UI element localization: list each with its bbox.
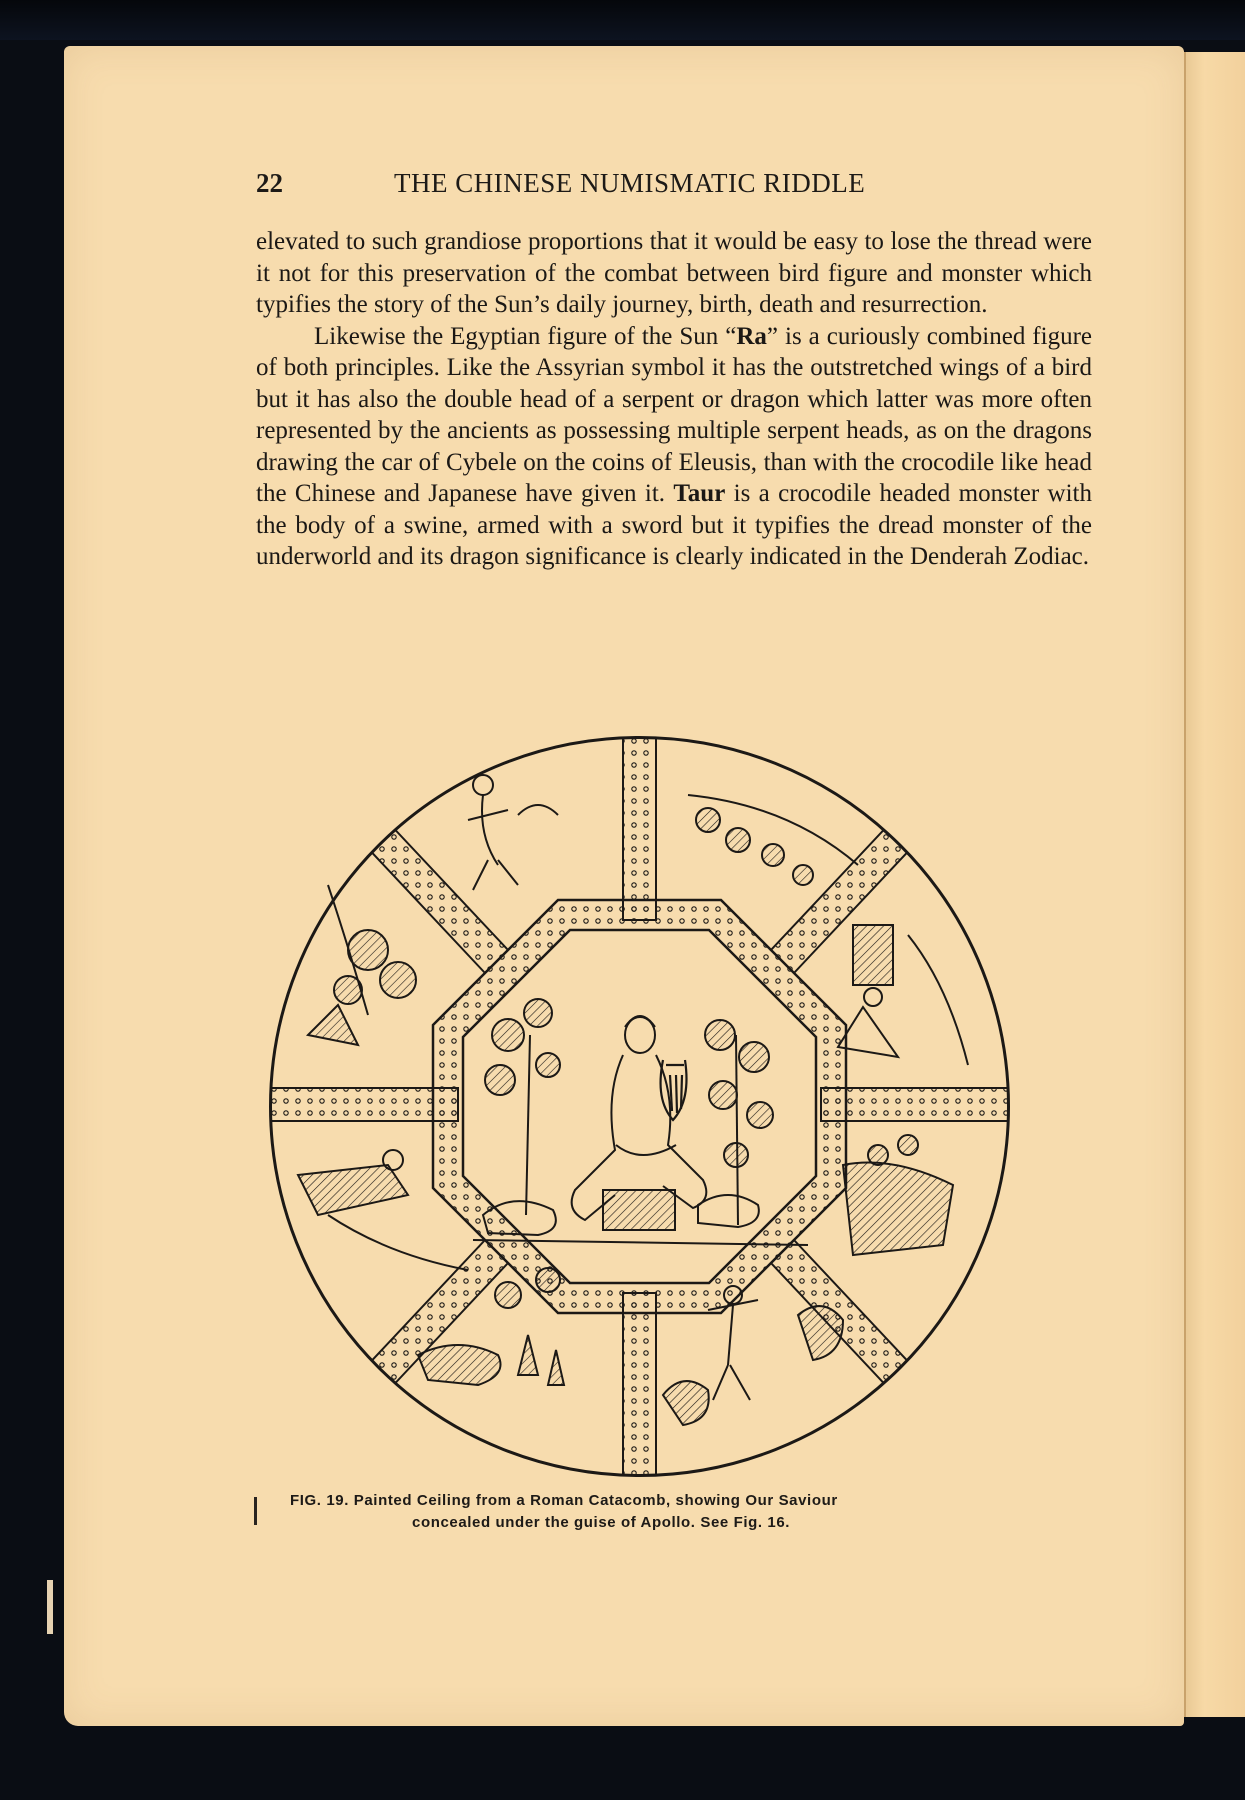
paragraph-1: elevated to such grandiose proportions that it would be easy to lose the thread were it not for this preservation of the combat between bird figure and monster which typifies the story of the Sun’s daily journey, birth, death and resurrection. — [256, 228, 1092, 318]
figure-caption — [290, 1490, 1060, 1534]
paragraph-2-start: Likewise the Egyptian figure of the Sun “ — [314, 322, 737, 350]
paragraph-2-end: is a crocodile headed monster with the body of a swine, armed with a sword but it typifies the dread monster of the underworld and its dragon significance is clearly indicated in the Denderah Zodiac. — [256, 480, 1092, 570]
running-title: THE CHINESE NUMISMATIC RIDDLE — [394, 168, 866, 198]
border-band-right — [821, 1088, 1011, 1121]
caption-line-1: FIG. 19. Painted Ceiling from a Roman Catacomb, showing Our Saviour — [290, 1492, 838, 1509]
catacomb-ceiling-engraving — [268, 735, 1011, 1478]
margin-mark — [254, 1497, 257, 1525]
paragraph-2-middle: ” is a curiously combined figure of both principles. Like the Assyrian symbol it has the outstretched wings of a bird but it has also the double head of a serpent or dragon which latter was more often represented by the ancients as possessing multiple serpent heads, as on the dragons drawing the car of Cybele on the coins of Eleusis, than with the crocodile like head the Chinese and Japanese have given it. — [256, 322, 1093, 507]
page-header — [256, 168, 956, 208]
figure-19-illustration — [268, 735, 1011, 1478]
border-band-top — [623, 735, 656, 920]
scan-backdrop — [0, 0, 1245, 40]
term-ra: Ra — [736, 322, 767, 350]
binding-mark — [47, 1580, 53, 1634]
term-taur: Taur — [673, 480, 726, 507]
facing-page-edge — [1184, 52, 1245, 1717]
paragraph-2 — [256, 321, 1092, 573]
body-text — [256, 226, 1092, 573]
border-band-bottom — [623, 1293, 656, 1478]
page-number: 22 — [256, 168, 283, 198]
border-band-left — [268, 1088, 458, 1121]
caption-line-2: concealed under the guise of Apollo. See Fig. 16. — [412, 1514, 791, 1531]
